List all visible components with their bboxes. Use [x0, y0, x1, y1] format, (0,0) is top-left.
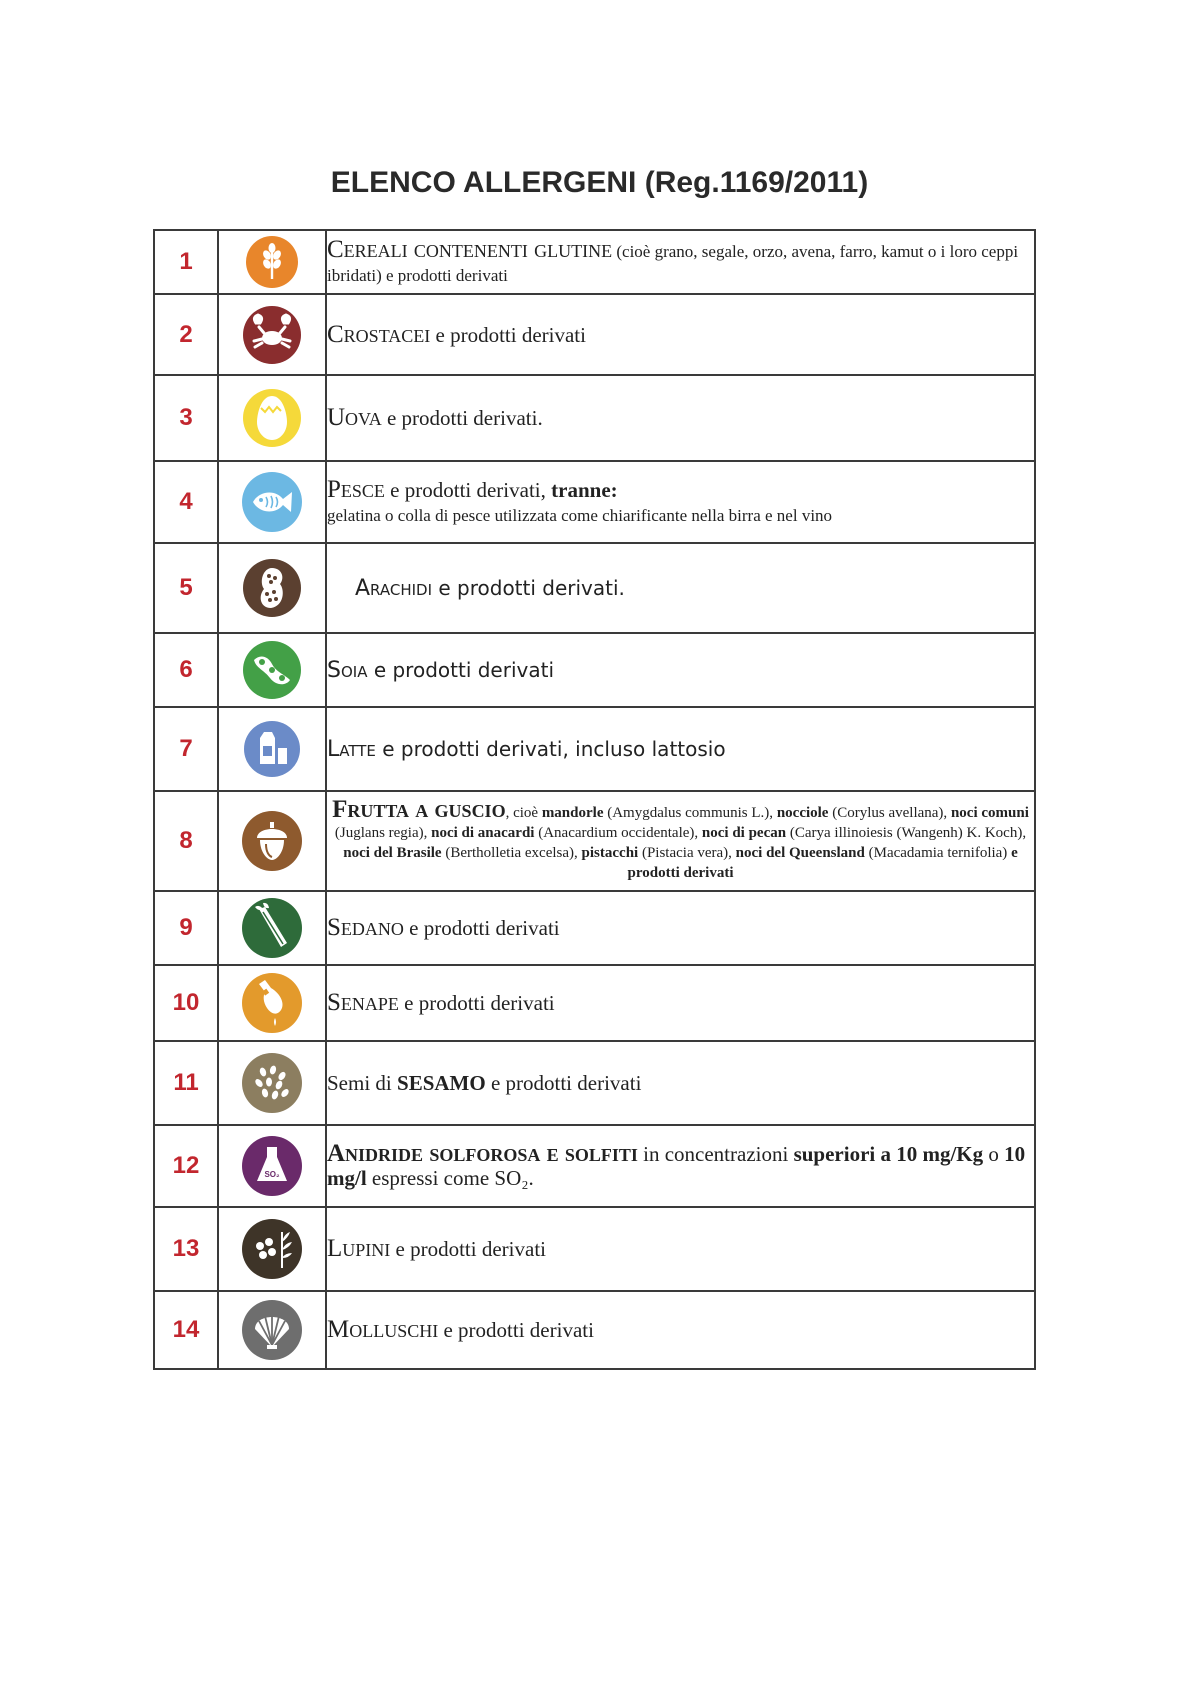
- allergen-description: [326, 294, 1035, 375]
- table-row: [154, 1041, 1035, 1125]
- allergen-name: Sedano: [327, 914, 404, 941]
- allergen-prefix: Semi di: [327, 1071, 398, 1095]
- row-number: 13: [154, 1207, 218, 1291]
- table-row: [154, 965, 1035, 1041]
- sesame-icon: [241, 1052, 303, 1114]
- text-segment: espressi come SO₂.: [366, 1166, 534, 1190]
- table-row: [154, 543, 1035, 633]
- row-number: 10: [154, 965, 218, 1041]
- allergen-name: Latte: [327, 736, 376, 762]
- text-segment: e prodotti derivati: [627, 844, 1018, 881]
- table-row: [154, 294, 1035, 375]
- allergen-table: [153, 229, 1036, 1370]
- page-title: ELENCO ALLERGENI (Reg.1169/2011): [330, 166, 869, 199]
- allergen-exception: tranne:: [551, 478, 618, 502]
- milk-icon: [243, 720, 301, 778]
- text-segment: mandorle: [541, 804, 604, 821]
- text-segment: 10 mg/l: [327, 1142, 1026, 1190]
- row-number: 3: [154, 375, 218, 461]
- table-row: [154, 461, 1035, 543]
- allergen-description: [326, 1041, 1035, 1125]
- text-segment: (Amygdalus communis L.),: [603, 804, 777, 821]
- mustard-icon: [241, 972, 303, 1034]
- allergen-name: SESAMO: [397, 1071, 486, 1095]
- allergen-detail: e prodotti derivati: [430, 322, 586, 347]
- nut-icon: [241, 810, 303, 872]
- allergen-detail: [327, 1142, 1034, 1190]
- lupin-icon: [241, 1218, 303, 1280]
- allergen-description: [326, 891, 1035, 965]
- allergen-name: Cereali contenenti glutine: [327, 236, 613, 263]
- text-segment: noci del Brasile: [343, 844, 442, 861]
- text-segment: superiori a 10 mg/Kg: [793, 1142, 984, 1166]
- row-number: 7: [154, 707, 218, 791]
- sulphite-icon: [241, 1135, 303, 1197]
- allergen-detail-line2: gelatina o colla di pesce utilizzata come chiarificante nella birra e nel vino: [327, 506, 833, 525]
- allergen-description: [326, 707, 1035, 791]
- allergen-description: [326, 375, 1035, 461]
- text-segment: noci di pecan: [701, 824, 787, 841]
- allergen-description: [326, 791, 1035, 891]
- allergen-name: Soia: [327, 657, 368, 683]
- table-row: [154, 1291, 1035, 1369]
- fish-icon: [241, 471, 303, 533]
- text-segment: o: [983, 1142, 1005, 1166]
- allergen-name: Crostacei: [327, 320, 431, 348]
- peanut-icon: [242, 558, 302, 618]
- row-number: 11: [154, 1041, 218, 1125]
- row-number: 6: [154, 633, 218, 707]
- allergen-name: Lupini: [327, 1235, 391, 1262]
- allergen-description: [326, 230, 1035, 294]
- allergen-name: Pesce: [327, 476, 385, 503]
- celery-icon: [241, 897, 303, 959]
- allergen-name: Senape: [327, 989, 399, 1016]
- table-row: [154, 1125, 1035, 1207]
- allergen-description: [326, 965, 1035, 1041]
- text-segment: pistacchi: [581, 844, 639, 861]
- allergen-detail: e prodotti derivati, incluso lattosio: [375, 736, 726, 761]
- text-segment: nocciole: [776, 804, 829, 821]
- text-segment: (Juglans regia),: [334, 824, 432, 841]
- allergen-description: [326, 1291, 1035, 1369]
- allergen-detail: e prodotti derivati: [367, 657, 555, 682]
- allergen-detail: e prodotti derivati: [398, 991, 555, 1015]
- table-row: [154, 707, 1035, 791]
- allergen-description: [326, 543, 1035, 633]
- crab-icon: [242, 305, 302, 365]
- sulphite-icon-label: SO₂: [264, 1170, 280, 1179]
- allergen-description: [326, 633, 1035, 707]
- text-segment: (Macadamia ternifolia): [864, 844, 1012, 861]
- text-segment: noci comuni: [950, 804, 1029, 821]
- allergen-description: [326, 461, 1035, 543]
- table-row: [154, 791, 1035, 891]
- table-row: [154, 891, 1035, 965]
- allergen-detail: e prodotti derivati.: [432, 575, 625, 600]
- allergen-detail: (cioè grano, segale, orzo, avena, farro, kamut o i loro ceppi ibridati) e prodotti derivati: [327, 242, 1019, 285]
- row-number: 12: [154, 1125, 218, 1207]
- shell-icon: [241, 1299, 303, 1361]
- text-segment: (Corylus avellana),: [828, 804, 951, 821]
- allergen-detail: e prodotti derivati.: [381, 406, 543, 430]
- text-segment: , cioè: [505, 804, 542, 821]
- text-segment: noci di anacardi: [431, 824, 535, 841]
- table-row: [154, 633, 1035, 707]
- text-segment: in concentrazioni: [637, 1142, 794, 1166]
- wheat-icon: [245, 235, 299, 289]
- row-number: 1: [154, 230, 218, 294]
- egg-icon: [242, 386, 302, 450]
- table-row: [154, 1207, 1035, 1291]
- allergen-detail: e prodotti derivati: [438, 1318, 594, 1342]
- text-segment: (Carya illinoiesis (Wangenh) K. Koch),: [786, 824, 1027, 841]
- allergen-detail: e prodotti derivati: [403, 916, 560, 940]
- allergen-name: Frutta a guscio: [332, 795, 506, 823]
- table-row: [154, 230, 1035, 294]
- row-number: 2: [154, 294, 218, 375]
- allergen-name: Arachidi: [355, 575, 433, 601]
- text-segment: (Pistacia vera),: [638, 844, 736, 861]
- allergen-name: Molluschi: [327, 1316, 439, 1343]
- soy-icon: [242, 640, 302, 700]
- row-number: 5: [154, 543, 218, 633]
- allergen-detail: e prodotti derivati,: [384, 478, 552, 502]
- row-number: 9: [154, 891, 218, 965]
- text-segment: (Bertholletia excelsa),: [441, 844, 582, 861]
- text-segment: (Anacardium occidentale),: [534, 824, 702, 841]
- text-segment: noci del Queensland: [735, 844, 865, 861]
- row-number: 4: [154, 461, 218, 543]
- allergen-description: [326, 1125, 1035, 1207]
- allergen-detail: e prodotti derivati: [485, 1071, 642, 1095]
- text-segment: Anidride solforosa e solfiti: [327, 1140, 638, 1167]
- allergen-detail: [327, 795, 1034, 883]
- allergen-name: Uova: [327, 404, 382, 431]
- allergen-description: [326, 1207, 1035, 1291]
- row-number: 14: [154, 1291, 218, 1369]
- row-number: 8: [154, 791, 218, 891]
- table-row: [154, 375, 1035, 461]
- allergen-detail: e prodotti derivati: [390, 1237, 546, 1261]
